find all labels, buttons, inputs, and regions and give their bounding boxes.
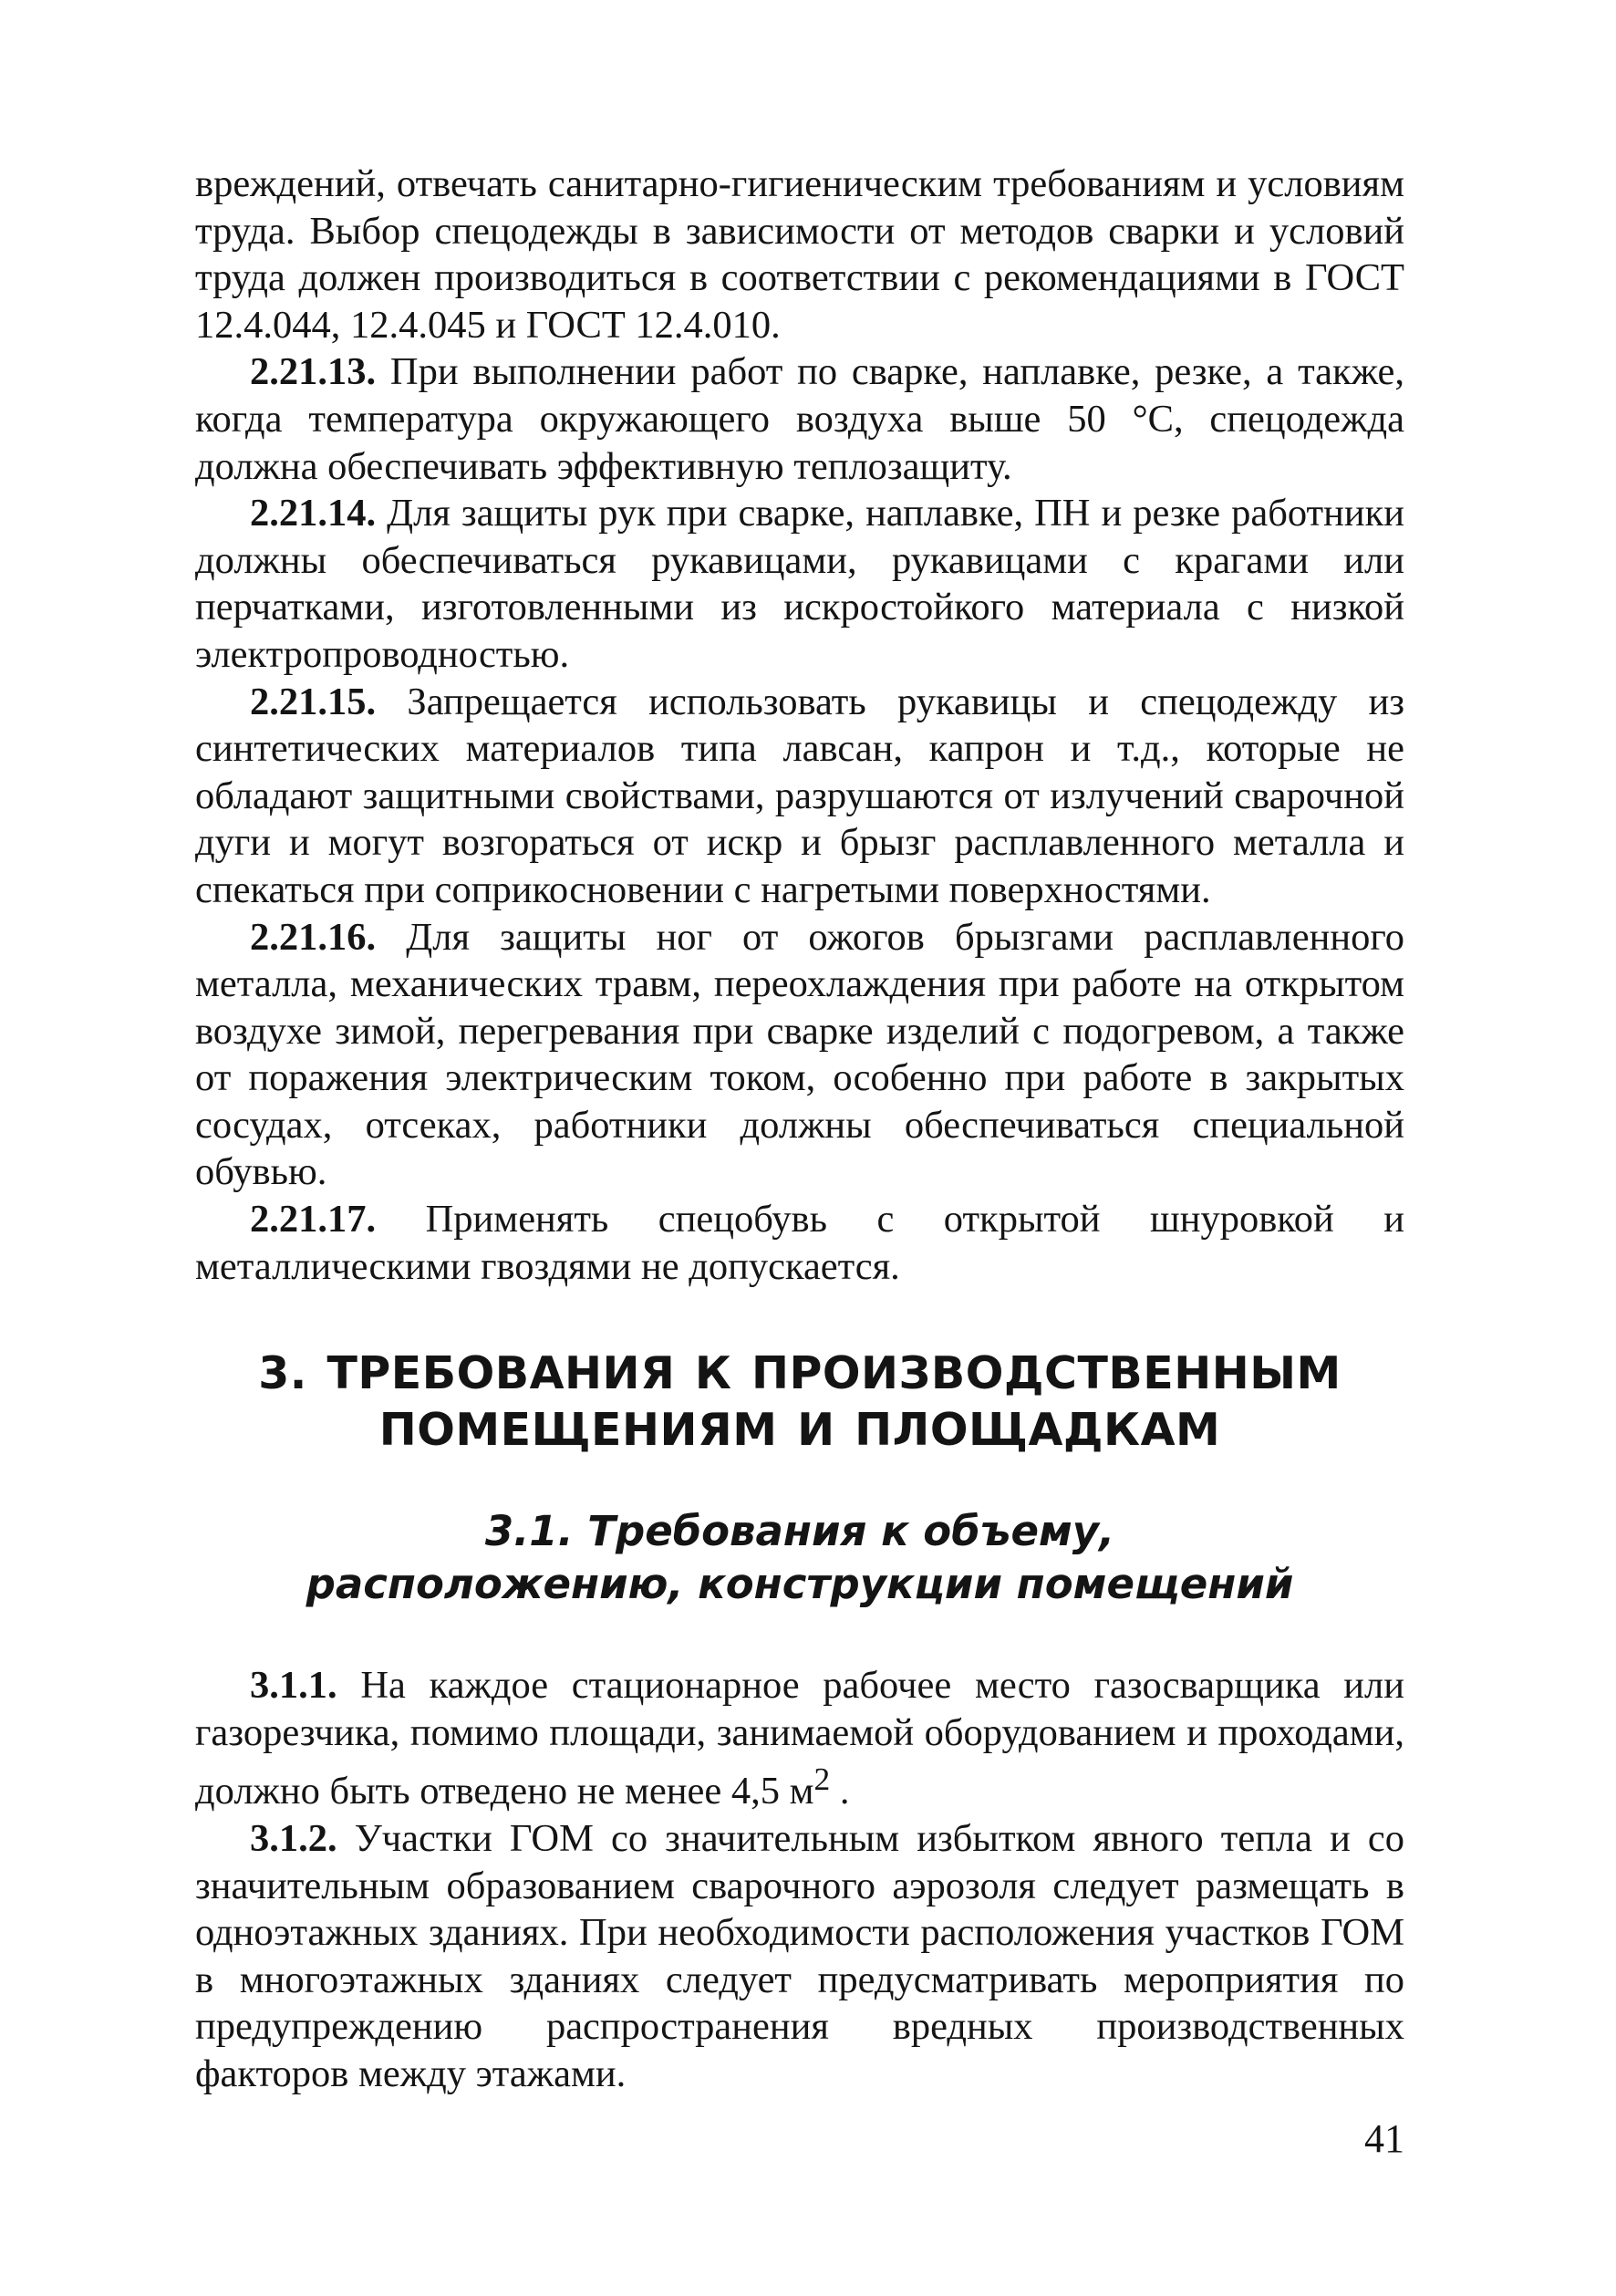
clause-number: 3.1.2. — [250, 1816, 337, 1860]
section-title — [195, 1505, 1404, 1611]
paragraph-3-1-2 — [195, 1815, 1404, 2098]
clause-number: 2.21.17. — [250, 1198, 377, 1242]
section-title-line-2: расположению, конструкции помещений — [306, 1560, 1294, 1608]
paragraph-text: При выполнении работ по сварке, наплавке, резке, а также, когда температура окружающего воздуха выше 50 °С, спецодежда должна обеспечивать эффективную теплозащиту. — [195, 350, 1404, 488]
chapter-title — [195, 1345, 1404, 1459]
paragraph-text: На каждое стационарное рабочее место газосварщика или газорезчика, помимо площади, занимаемой оборудованием и проходами, должно быть отведено не менее 4,5 м — [195, 1664, 1404, 1813]
paragraph-2-21-15 — [195, 679, 1404, 914]
superscript: 2 — [813, 1761, 831, 1798]
paragraph-text: Применять спецобувь с открытой шнуровкой и металлическими гвоздями не допускается. — [195, 1198, 1404, 1288]
chapter-title-line-2: ПОМЕЩЕНИЯМ И ПЛОЩАДКАМ — [378, 1404, 1221, 1456]
paragraph-2-21-14 — [195, 490, 1404, 678]
body-text-top — [195, 161, 1404, 1290]
paragraph-continuation — [195, 161, 1404, 348]
paragraph-2-21-16 — [195, 914, 1404, 1197]
page-number: 41 — [1364, 2116, 1404, 2161]
paragraph-text: Запрещается использовать рукавицы и спецодежду из синтетических материалов типа лавсан, капрон и т.д., которые не обладают защитными свойствами, разрушаются от излучений сварочной дуги и могут возгораться от искр и брызг расплавленного металла и спекаться при соприкосновении с нагретыми поверхностями. — [195, 680, 1404, 911]
clause-number: 3.1.1. — [250, 1664, 337, 1707]
paragraph-text: Участки ГОМ со значительным избытком явного тепла и со значительным образованием сварочного аэрозоля следует размещать в одноэтажных зданиях. При необходимости расположения участков ГОМ в многоэтажных зданиях следует предусматривать мероприятия по предупреждению распространения вредных производственных факторов между этажами. — [195, 1816, 1404, 2095]
body-text-bottom — [195, 1662, 1404, 2098]
clause-number: 2.21.13. — [250, 350, 377, 394]
clause-number: 2.21.16. — [250, 915, 377, 959]
paragraph-2-21-17 — [195, 1196, 1404, 1290]
paragraph-text: Для защиты рук при сварке, наплавке, ПН и резке работники должны обеспечиваться рукавицами, рукавицами с крагами или перчатками, изготовленными из искростойкого материала с низкой электропроводностью. — [195, 492, 1404, 676]
clause-number: 2.21.14. — [250, 492, 377, 535]
paragraph-3-1-1 — [195, 1662, 1404, 1815]
paragraph-text: вреждений, отвечать санитарно-гигиеническим требованиям и условиям труда. Выбор спецодежды в зависимости от методов сварки и условий труда должен производиться в соответствии с рекомендациями в ГОСТ 12.4.044, 12.4.045 и ГОСТ 12.4.010. — [195, 162, 1404, 347]
paragraph-text: Для защиты ног от ожогов брызгами расплавленного металла, механических травм, переохлаждения при работе на открытом воздухе зимой, перегревания при сварке изделий с подогревом, а также от поражения электрическим током, особенно при работе в закрытых сосудах, отсеках, работники должны обеспечиваться специальной обувью. — [195, 915, 1404, 1194]
clause-number: 2.21.15. — [250, 680, 377, 723]
paragraph-tail: . — [830, 1770, 850, 1813]
chapter-title-line-1: 3. ТРЕБОВАНИЯ К ПРОИЗВОДСТВЕННЫМ — [258, 1347, 1341, 1399]
paragraph-2-21-13 — [195, 348, 1404, 490]
section-title-line-1: 3.1. Требования к объему, — [484, 1507, 1115, 1555]
